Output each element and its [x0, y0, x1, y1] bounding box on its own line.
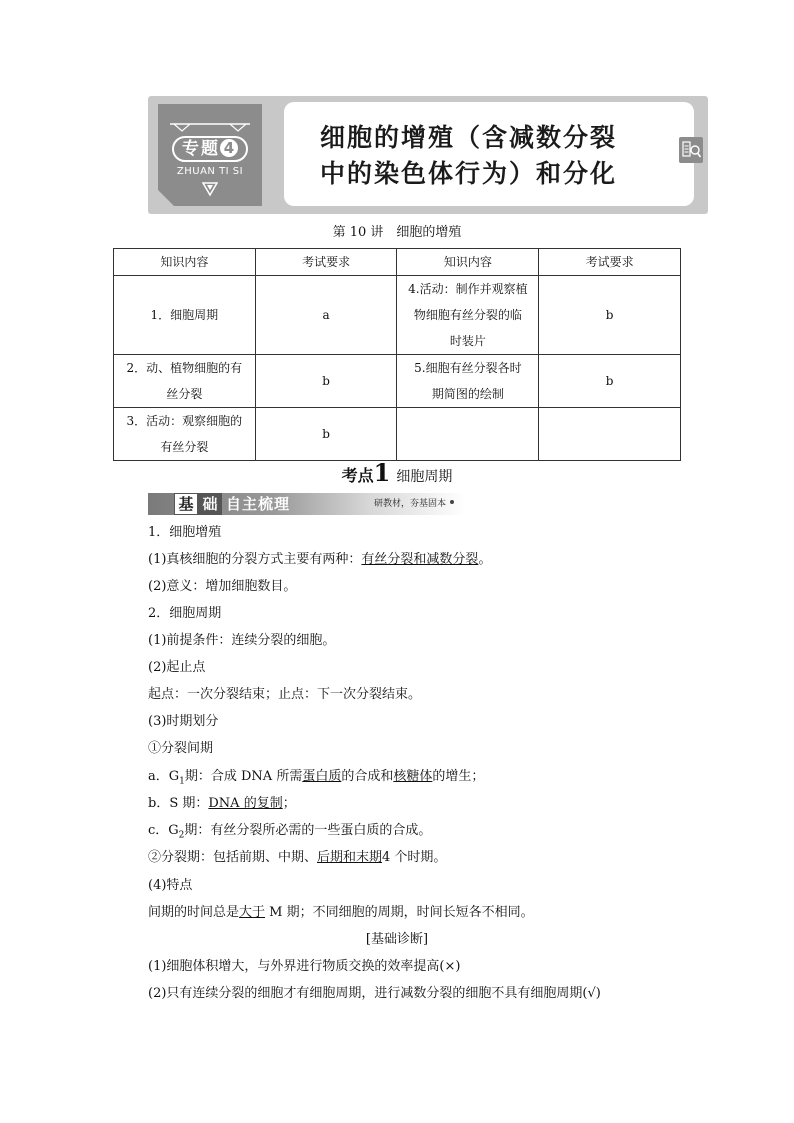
table-cell: b: [255, 408, 397, 461]
text-span: 的合成和: [341, 769, 394, 784]
paragraph-significance: (2)意义：增加细胞数目。: [148, 579, 297, 594]
paragraph-g1-phase: [148, 768, 484, 791]
paragraph-phase-division: (3)时期划分: [148, 714, 219, 729]
text-span: M 期；不同细胞的周期，时间长短各不相同。: [265, 905, 534, 920]
badge-pinyin: ZHUAN TI SI: [176, 166, 244, 177]
text-span: 的增生；: [432, 769, 485, 784]
table-cell: [539, 408, 681, 461]
requirements-table: [113, 248, 681, 461]
table-cell: 1．细胞周期: [114, 276, 256, 355]
table-header-cell: 知识内容: [114, 249, 256, 276]
chapter-title-line2: 中的染色体行为）和分化: [320, 159, 618, 188]
text-span: 间期的时间总是: [148, 905, 240, 920]
text-span: 4 个时期。: [382, 850, 447, 865]
text-span: 期：合成 DNA 所需: [184, 769, 303, 784]
text-span: ；: [282, 796, 296, 811]
section-label: 考点: [341, 466, 374, 485]
badge-triangle-icon: [202, 182, 218, 196]
cell-line: 有丝分裂: [160, 440, 209, 454]
table-row: [114, 408, 681, 461]
answer-underline: 核糖体: [393, 769, 433, 784]
table-cell: b: [255, 355, 397, 408]
badge-ornament-icon: [170, 122, 250, 132]
cell-line: 丝分裂: [166, 387, 203, 401]
table-cell: b: [539, 276, 681, 355]
section-heading: [0, 458, 794, 487]
chapter-title: [284, 102, 694, 206]
subsection-title: 自主梳理: [226, 495, 291, 513]
paragraph-features-detail: [148, 904, 534, 922]
paragraph-mitotic-phase: [148, 849, 446, 867]
paragraph-division-modes: [148, 551, 491, 569]
paragraph-features: (4)特点: [148, 878, 193, 893]
text-span: a．G: [148, 769, 180, 784]
table-cell: a: [255, 276, 397, 355]
answer-underline: 大于: [239, 905, 266, 920]
table-header-cell: 考试要求: [255, 249, 397, 276]
paragraph-start-end-detail: 起点：一次分裂结束；止点：下一次分裂结束。: [148, 687, 422, 702]
diagnosis-item-1: (1)细胞体积增大，与外界进行物质交换的效率提高(×): [148, 959, 461, 974]
subsection-motto: [374, 496, 454, 512]
cell-line: 2．动、植物细胞的有: [126, 361, 243, 375]
table-row: [114, 355, 681, 408]
answer-underline: 有丝分裂和减数分裂: [361, 552, 479, 567]
table-header-cell: 考试要求: [539, 249, 681, 276]
table-cell: [114, 408, 256, 461]
paragraph-start-end: (2)起止点: [148, 660, 206, 675]
subscript: 2: [178, 830, 185, 841]
answer-underline: DNA 的复制: [208, 796, 283, 811]
cell-line: 3．活动：观察细胞的: [126, 414, 243, 428]
answer-underline: 蛋白质: [302, 769, 342, 784]
diagnosis-heading: [基础诊断]: [365, 932, 429, 947]
cell-line: 期简图的绘制: [431, 387, 504, 401]
table-cell: [397, 276, 539, 355]
chapter-title-line1: 细胞的增殖（含减数分裂: [320, 123, 618, 152]
table-header-cell: 知识内容: [397, 249, 539, 276]
cell-line: 时装片: [449, 334, 486, 348]
paragraph-s-phase: [148, 795, 296, 813]
section-title: 细胞周期: [396, 469, 453, 485]
badge-fold-corner: [158, 190, 174, 206]
cell-line: 5.细胞有丝分裂各时: [414, 361, 522, 375]
table-cell: [397, 355, 539, 408]
subscript: 1: [179, 776, 185, 787]
text-span: (1)真核细胞的分裂方式主要有两种：: [148, 552, 362, 567]
table-row: [114, 276, 681, 355]
text-span: b．S 期：: [148, 796, 209, 811]
topic-badge: [158, 104, 262, 206]
heading-cell-proliferation: 1．细胞增殖: [148, 525, 222, 540]
subsection-char-2: 础: [198, 493, 222, 515]
lecture-title: 第 10 讲 细胞的增殖: [332, 225, 462, 240]
subsection-motto-text: 研教材，夯基固本: [374, 499, 447, 509]
text-span: 。: [478, 552, 492, 567]
heading-cell-cycle: 2．细胞周期: [148, 606, 222, 621]
table-cell: [114, 355, 256, 408]
paragraph-g2-phase: [148, 822, 431, 845]
badge-number: 4: [220, 139, 238, 157]
cell-line: 4.活动：制作并观察植: [408, 282, 528, 296]
badge-topic-label: [172, 136, 248, 162]
table-cell: [397, 408, 539, 461]
subsection-char-1: 基: [174, 493, 198, 515]
diagnosis-item-2: (2)只有连续分裂的细胞才有细胞周期，进行减数分裂的细胞不具有细胞周期(√): [148, 986, 601, 1001]
paragraph-interphase: ①分裂间期: [148, 741, 214, 756]
book-search-icon: [678, 136, 704, 164]
text-span: 期：有丝分裂所必需的一些蛋白质的合成。: [184, 823, 432, 838]
answer-underline: 后期和末期: [317, 850, 383, 865]
badge-topic-text: 专题: [182, 139, 220, 159]
paragraph-precondition: (1)前提条件：连续分裂的细胞。: [148, 633, 336, 648]
text-span: ②分裂期：包括前期、中期、: [148, 850, 318, 865]
bullet-dot-icon: [450, 500, 454, 504]
section-number: 1: [373, 458, 391, 487]
chapter-banner: [148, 96, 708, 214]
cell-line: 物细胞有丝分裂的临: [413, 308, 522, 322]
table-cell: b: [539, 355, 681, 408]
table-header-row: [114, 249, 681, 276]
text-span: c．G: [148, 823, 179, 838]
